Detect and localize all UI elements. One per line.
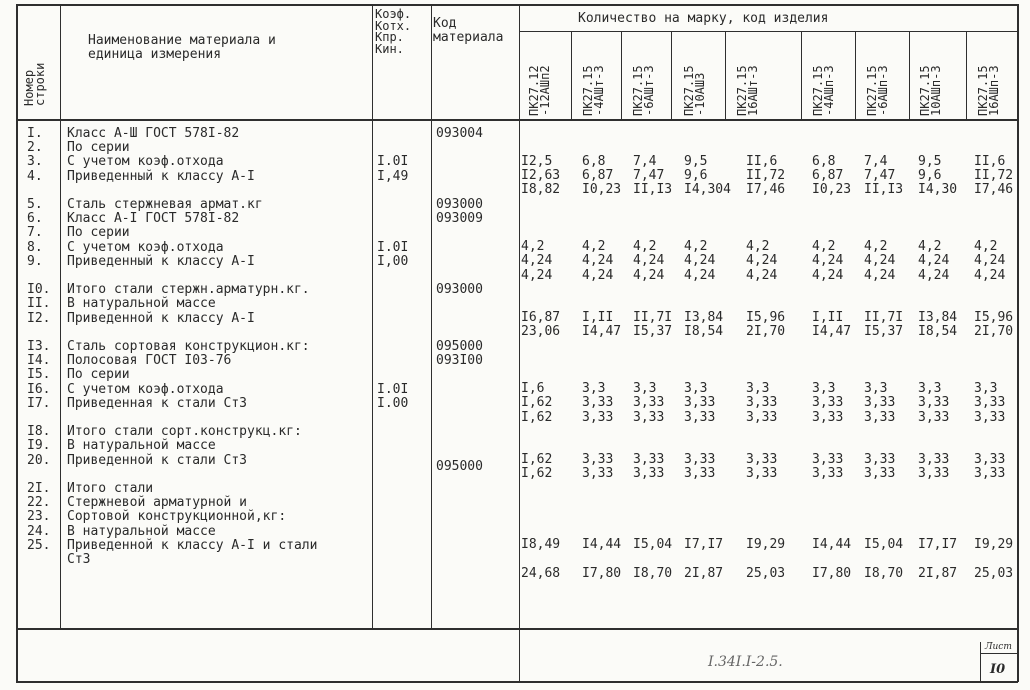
- col-sep-p2: [621, 31, 622, 119]
- values-col-7: 7,4 7,47 II,I3 4,2 4,24 4,24 II,7I I5,37 3,3 3,33 3,33 3,33 3,33 I5,04 I8,70: [864, 154, 904, 581]
- product-header-4: ПК27.15 -10АШ3: [682, 65, 707, 116]
- values-col-1: I2,5 I2,63 I8,82 4,2 4,24 4,24 I6,87 23,06 I,6 I,62 I,62 I,62 I,62 I8,49 24,68: [521, 154, 561, 581]
- table-border-bottom: [16, 681, 1018, 683]
- col-sep-code: [519, 4, 520, 682]
- col-sep-p7: [909, 31, 910, 119]
- values-col-5: II,6 II,72 I7,46 4,2 4,24 4,24 I5,96 2I,70 3,3 3,33 3,33 3,33 3,33 I9,29 25,03: [746, 154, 786, 581]
- material-names: Класс А-Ш ГОСТ 578I-82 По серии С учетом коэф.отхода Приведенный к классу А-I Сталь стержневая армат.кг Класс А-I ГОСТ 578I-82 По серии С учетом коэф.отхода Приведенный к классу А-I Итого стали стержн.арматурн.кг. В натуральной массе Приведенной к классу А-I Сталь сортовая конструкцион.кг: Полосовая ГОСТ I03-76 По серии С учетом коэф.отхода Приведенная к стали Ст3 Итого стали сорт.конструкц.кг: В натуральной массе Приведенной к стали Ст3 Итого стали Стержневой арматурной и Сортовой конструкционной,кг: В натуральной массе Приведенной к классу А-I и стали Ст3: [67, 126, 318, 568]
- col-sep-p3: [671, 31, 672, 119]
- coefficients: I.0I I,49 I.0I I,00 I.0I I.00: [377, 154, 409, 411]
- values-col-2: 6,8 6,87 I0,23 4,2 4,24 4,24 I,II I4,47 3,3 3,33 3,33 3,33 3,33 I4,44 I7,80: [582, 154, 622, 581]
- values-col-8: 9,5 9,6 I4,30 4,2 4,24 4,24 I3,84 I8,54 3,3 3,33 3,33 3,33 3,33 I7,I7 2I,87: [918, 154, 958, 581]
- row-numbers: I. 2. 3. 4. 5. 6. 7. 8. 9. I0. II. I2. I3. I4. I5. I6. I7. I8. I9. 20. 2I. 22. 23. 24. 25.: [27, 126, 51, 553]
- col-sep-p8: [966, 31, 967, 119]
- col-sep-num: [60, 4, 61, 628]
- col-sep-p4: [725, 31, 726, 119]
- product-header-5: ПК27.15 16АШт-3: [735, 65, 760, 116]
- material-codes: 093004 093000 093009 093000 095000 093I00: [436, 126, 483, 369]
- col-sep-p1: [571, 31, 572, 119]
- name-column-header: Наименование материала и единица измерения: [88, 33, 276, 62]
- product-header-8: ПК27.15 10АШп-3: [918, 65, 943, 116]
- header-bottom-rule: [16, 119, 1018, 121]
- product-header-6: ПК27.15 -4АШп-3: [811, 65, 836, 116]
- body-bottom-rule: [16, 628, 1018, 630]
- col-sep-p5: [801, 31, 802, 119]
- quantity-column-header: Количество на марку, код изделия: [578, 11, 829, 26]
- sheet-box-left: [980, 642, 981, 682]
- product-header-1: ПК27.12 -12АШп2: [527, 65, 552, 116]
- row-number-header: Номер строки: [22, 62, 47, 106]
- table-border-right: [1017, 4, 1019, 682]
- product-header-3: ПК27.15 -6АШт-3: [631, 65, 656, 116]
- material-code-row-18: 095000: [436, 459, 483, 474]
- values-col-9: II,6 II,72 I7,46 4,2 4,24 4,24 I5,96 2I,70 3,3 3,33 3,33 3,33 3,33 I9,29 25,03: [974, 154, 1014, 581]
- document-code: I.34I.I-2.5.: [708, 654, 783, 670]
- code-column-header: Код материала: [433, 16, 504, 45]
- col-sep-coef: [431, 4, 432, 628]
- table-border-top: [16, 4, 1018, 6]
- coefficient-column-header: Коэф. Котх. Кпр. Кин.: [375, 7, 412, 56]
- product-header-2: ПК27.15 -4АШт-3: [581, 65, 606, 116]
- col-sep-name: [372, 4, 373, 628]
- sheet-number: I0: [990, 662, 1006, 677]
- product-header-9: ПК27.15 16АШп-3: [976, 65, 1001, 116]
- col-sep-p6: [855, 31, 856, 119]
- values-col-6: 6,8 6,87 I0,23 4,2 4,24 4,24 I,II I4,47 3,3 3,33 3,33 3,33 3,33 I4,44 I7,80: [812, 154, 852, 581]
- sheet-label: Лист: [985, 642, 1012, 652]
- values-col-3: 7,4 7,47 II,I3 4,2 4,24 4,24 II,7I I5,37 3,3 3,33 3,33 3,33 3,33 I5,04 I8,70: [633, 154, 673, 581]
- sheet-box-rule: [980, 653, 1018, 654]
- table-border-left: [16, 4, 18, 682]
- product-header-7: ПК27.15 -6АШп-3: [865, 65, 890, 116]
- quantity-subheader-rule: [519, 31, 1017, 32]
- values-col-4: 9,5 9,6 I4,304 4,2 4,24 4,24 I3,84 I8,54 3,3 3,33 3,33 3,33 3,33 I7,I7 2I,87: [684, 154, 731, 581]
